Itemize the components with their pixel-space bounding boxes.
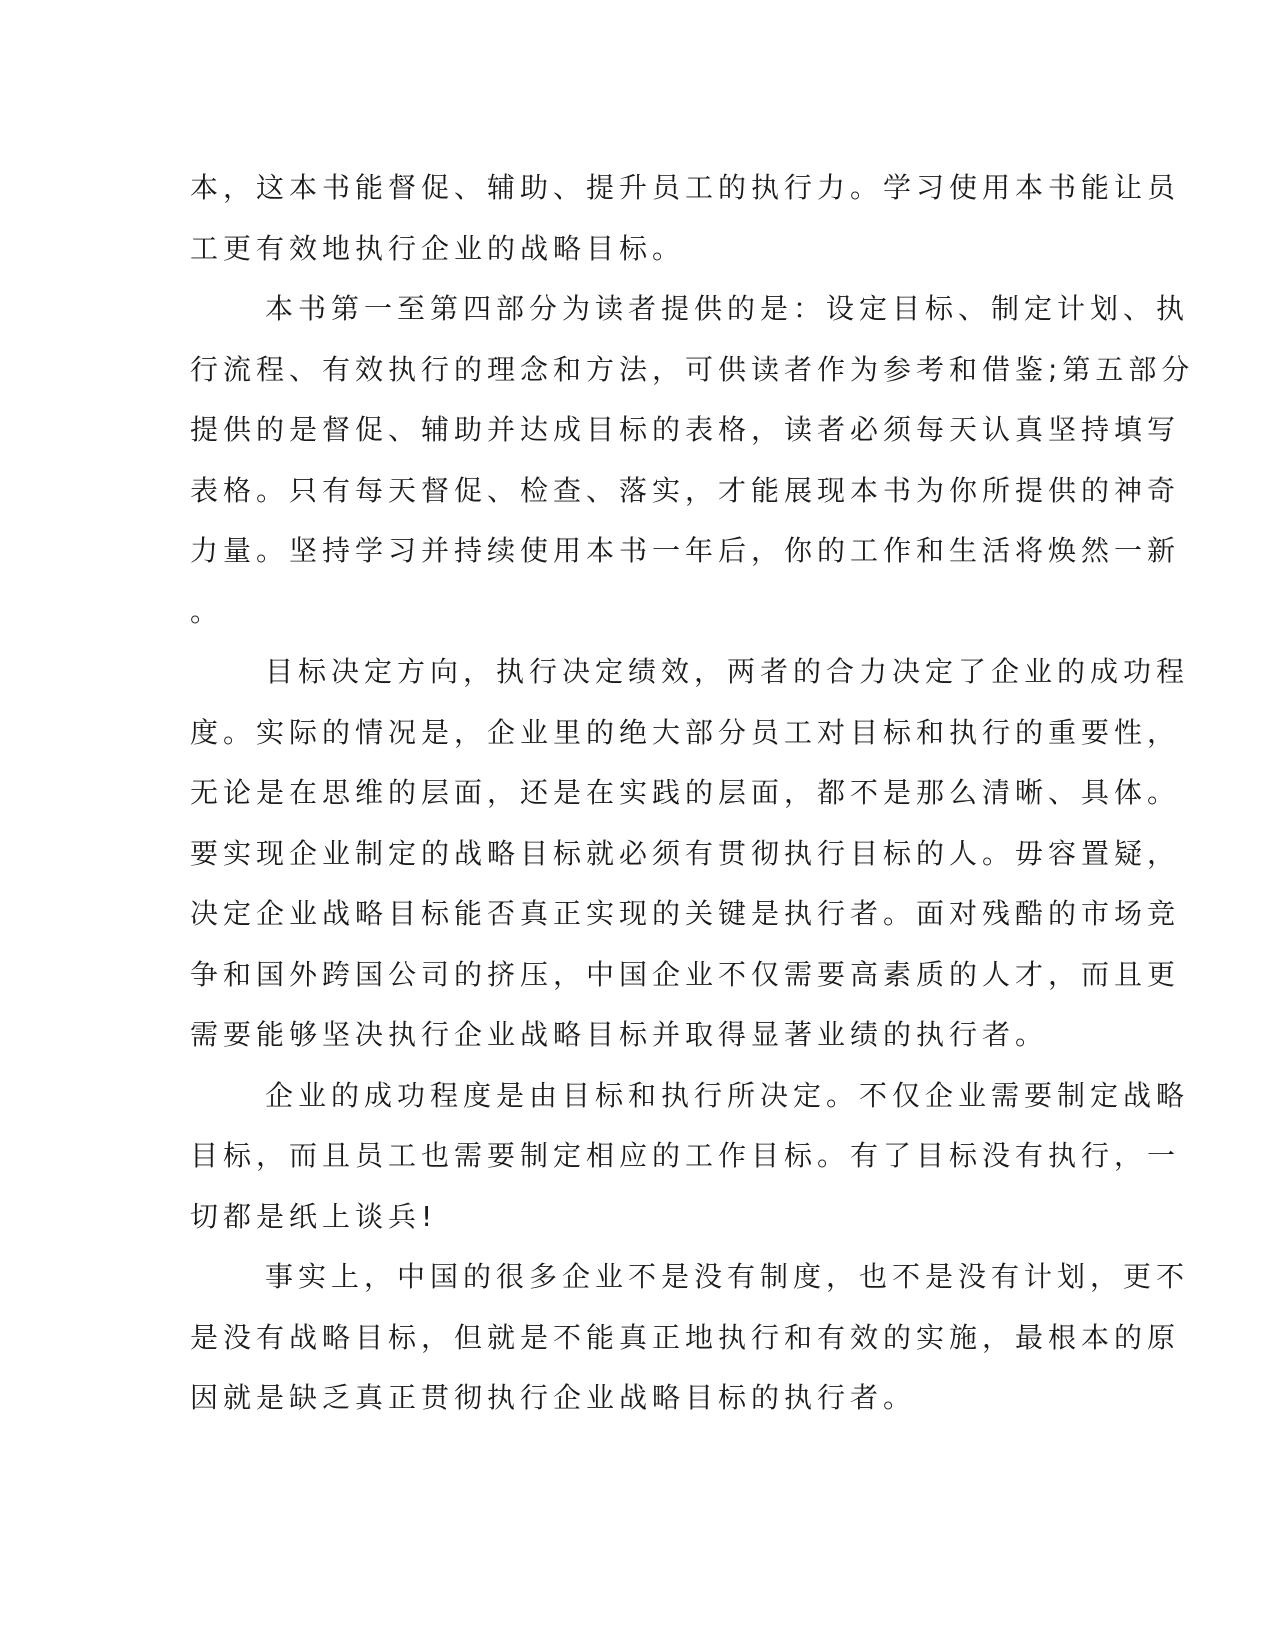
text-line: 度。实际的情况是，企业里的绝大部分员工对目标和执行的重要性， <box>190 715 1181 749</box>
paragraph-1 <box>190 158 1181 279</box>
paragraph-3 <box>190 642 1190 1066</box>
text-line: 本书第一至第四部分为读者提供的是：设定目标、制定计划、执 <box>265 292 1190 325</box>
text-line: 提供的是督促、辅助并达成目标的表格，读者必须每天认真坚持填写 <box>190 413 1181 446</box>
text-line: 无论是在思维的层面，还是在实践的层面，都不是那么清晰、具体。 <box>190 776 1181 809</box>
text-line: 是没有战略目标，但就是不能真正地执行和有效的实施，最根本的原 <box>190 1320 1181 1354</box>
paragraph-5 <box>190 1247 1190 1429</box>
text-line: 争和国外跨国公司的挤压，中国企业不仅需要高素质的人才，而且更 <box>190 957 1181 991</box>
paragraph-4 <box>190 1066 1190 1248</box>
body-text <box>190 158 1195 1429</box>
text-line: 因就是缺乏真正贯彻执行企业战略目标的执行者。 <box>190 1381 917 1414</box>
text-line: 事实上，中国的很多企业不是没有制度，也不是没有计划，更不 <box>265 1260 1190 1293</box>
text-line: 切都是纸上谈兵! <box>190 1199 438 1233</box>
text-line: 目标决定方向，执行决定绩效，两者的合力决定了企业的成功程 <box>265 655 1190 688</box>
text-line: 决定企业战略目标能否真正实现的关键是执行者。面对残酷的市场竞 <box>190 897 1181 930</box>
text-line: 行流程、有效执行的理念和方法，可供读者作为参考和借鉴;第五部分 <box>190 352 1195 386</box>
text-line: 要实现企业制定的战略目标就必须有贯彻执行目标的人。毋容置疑， <box>190 836 1181 870</box>
text-line: 需要能够坚决执行企业战略目标并取得显著业绩的执行者。 <box>190 1018 1049 1051</box>
text-line: 企业的成功程度是由目标和执行所决定。不仅企业需要制定战略 <box>265 1078 1190 1112</box>
text-line: 力量。坚持学习并持续使用本书一年后，你的工作和生活将焕然一新 <box>190 534 1181 567</box>
text-line: 目标，而且员工也需要制定相应的工作目标。有了目标没有执行，一 <box>190 1139 1181 1172</box>
text-line: 。 <box>190 594 224 628</box>
text-line: 本，这本书能督促、辅助、提升员工的执行力。学习使用本书能让员 <box>190 171 1181 204</box>
paragraph-2 <box>190 279 1195 642</box>
text-line: 工更有效地执行企业的战略目标。 <box>190 231 686 265</box>
text-line: 表格。只有每天督促、检查、落实，才能展现本书为你所提供的神奇 <box>190 473 1181 507</box>
